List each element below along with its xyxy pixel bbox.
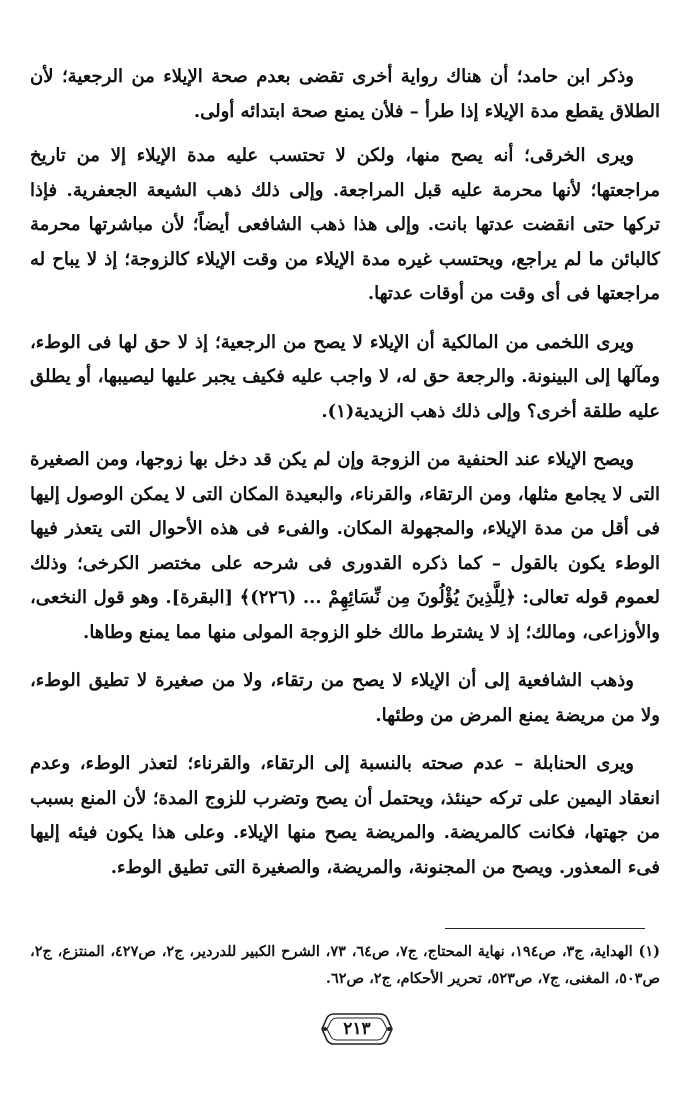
footnote: (١) الهداية، ج٣، ص١٩٤، نهاية المحتاج، ج٧، ص٦٤، ٧٣، الشرح الكبير للدردير، ج٢، ص٤٢٧، المنتزع، ج٢، ص٥٠٣، المغنى، ج٧، ص٥٢٣، تحرير الأحكام، ج٢، ص٦٢. xyxy=(30,943,661,987)
page-number: ٢١٣ xyxy=(343,1019,371,1039)
paragraph-1: وذكر ابن حامد؛ أن هناك رواية أخرى تقضى بعدم صحة الإيلاء من الرجعية؛ لأن الطلاق يقطع مدة الإيلاء إذا طرأ – فلأن يمنع صحة ابتدائه أولى. xyxy=(30,66,660,122)
paragraph-6: ويرى الحنابلة – عدم صحته بالنسبة إلى الرتقاء، والقرناء؛ لتعذر الوطء، وعدم انعقاد اليمين على تركه حينئذ، ويحتمل أن يصح وتضرب للزوج المدة؛ لأن المنع بسبب من جهتها، فكانت كالمريضة. والمريضة يصح منها الإيلاء. وعلى هذا يكون فيئه إليها فىء المعذور. ويصح من المجنونة، والمريضة، والصغيرة التى تطيق الوطء. xyxy=(30,753,660,878)
paragraph-4: ويصح الإيلاء عند الحنفية من الزوجة وإن لم يكن قد دخل بها زوجها، ومن الصغيرة التى لا يجامع مثلها، ومن الرتقاء، والقرناء، والبعيدة المكان التى لا يمكن الوصول إليها فى أقل من مدة الإيلاء، والمجهولة المكان. والفىء فى هذه الأحوال التى يتعذر فيها الوطء يكون بالقول – كما ذكره القدورى فى شرحه على مختصر الكرخى؛ وذلك لعموم قوله تعالى: ﴿لِلَّذِينَ يُؤْلُونَ مِن نِّسَائِهِمْ ... (٢٢٦)﴾ [البقرة]. وهو قول النخعى، والأوزاعى، ومالك؛ إذ لا يشترط مالك خلو الزوجة المولى منها مما يمنع وطاها. xyxy=(30,449,660,643)
paragraph-3: ويرى اللخمى من المالكية أن الإيلاء لا يصح من الرجعية؛ إذ لا حق لها فى الوطء، ومآلها إلى البينونة. والرجعة حق له، لا واجب عليه فكيف يجبر عليها ليصيبها، أو يطلق عليه طلقة أخرى؟ وإلى ذلك ذهب الزيدية(١). xyxy=(30,331,660,422)
main-text xyxy=(30,60,660,899)
paragraph-2: ويرى الخرقى؛ أنه يصح منها، ولكن لا تحتسب عليه مدة الإيلاء إلا من تاريخ مراجعتها؛ لأنها محرمة عليه قبل المراجعة. وإلى ذلك ذهب الشيعة الجعفرية. فإذا تركها حتى انقضت عدتها بانت. وإلى هذا ذهب الشافعى أيضاً؛ لأن مباشرتها محرمة كالبائن ما لم يراجع، ويحتسب غيره مدة الإيلاء من وقت الإيلاء كالزوجة؛ إذ لا يباح له مراجعتها فى أى وقت من أوقات عدتها. xyxy=(30,145,660,304)
paragraph-5: وذهب الشافعية إلى أن الإيلاء لا يصح من رتقاء، ولا من صغيرة لا تطيق الوطء، ولا من مريضة يمنع المرض من وطئها. xyxy=(30,670,660,726)
footnote-divider xyxy=(445,928,645,929)
page-number-ornament xyxy=(320,1010,394,1048)
